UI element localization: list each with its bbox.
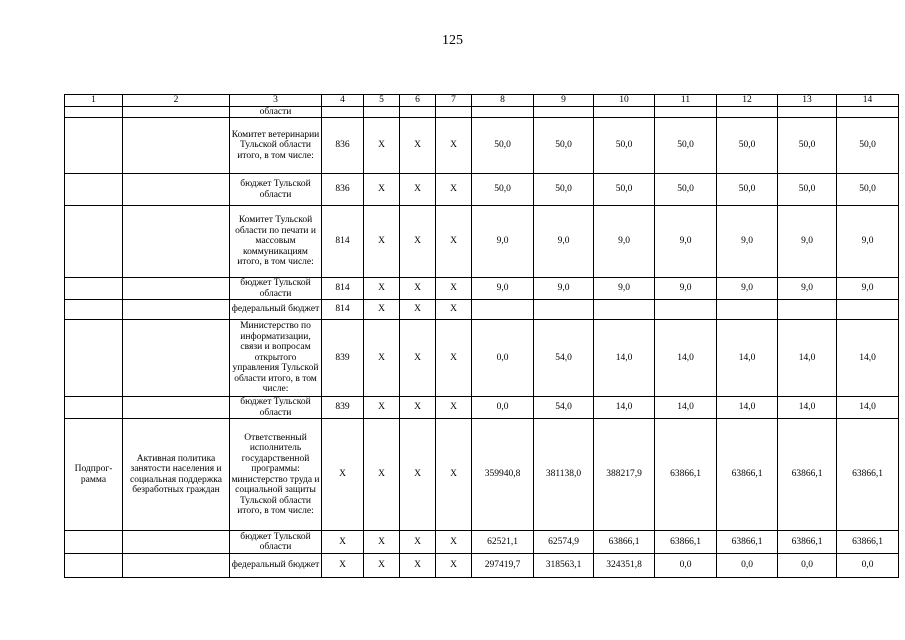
row-value-14: 9,0	[837, 278, 899, 300]
header-col-2: 2	[123, 95, 230, 107]
header-col-11: 11	[655, 95, 717, 107]
row-name: федеральный бюджет	[230, 300, 322, 320]
cell-col-1	[65, 106, 123, 118]
row-mark-7: X	[436, 320, 472, 397]
row-mark-5: X	[364, 419, 400, 531]
table-row	[65, 174, 899, 206]
row-code: 814	[322, 206, 364, 278]
table-row	[65, 206, 899, 278]
row-value-12: 9,0	[717, 206, 778, 278]
row-code: 814	[322, 300, 364, 320]
row-mark-7: X	[436, 419, 472, 531]
row-mark-7: X	[436, 397, 472, 419]
row-mark-6: X	[400, 531, 436, 554]
row-mark-5: X	[364, 554, 400, 578]
row-mark-6: X	[400, 174, 436, 206]
row-value-11: 0,0	[655, 554, 717, 578]
row-value-13: 63866,1	[778, 419, 837, 531]
row-name: Ответственный исполнитель государственной программы: министерство труда и социальной защиты Тульской области итого, в том числе:	[230, 419, 322, 531]
row-value-9: 318563,1	[534, 554, 594, 578]
cell-col-8	[472, 106, 534, 118]
header-col-13: 13	[778, 95, 837, 107]
row-value-10	[594, 300, 655, 320]
row-value-9: 9,0	[534, 278, 594, 300]
row-value-8	[472, 300, 534, 320]
row-mark-6: X	[400, 206, 436, 278]
cell-col-12	[717, 106, 778, 118]
row-mark-7: X	[436, 300, 472, 320]
row-value-11: 9,0	[655, 206, 717, 278]
row-value-11: 9,0	[655, 278, 717, 300]
row-mark-5: X	[364, 278, 400, 300]
row-code: X	[322, 531, 364, 554]
row-code: 814	[322, 278, 364, 300]
table-row	[65, 118, 899, 174]
row-mark-7: X	[436, 554, 472, 578]
row-value-9: 381138,0	[534, 419, 594, 531]
row-name: бюджет Тульской области	[230, 397, 322, 419]
row-value-14: 0,0	[837, 554, 899, 578]
row-mark-5: X	[364, 118, 400, 174]
row-mark-5: X	[364, 320, 400, 397]
cell-col-4	[322, 106, 364, 118]
row-mark-6: X	[400, 278, 436, 300]
row-value-13	[778, 300, 837, 320]
row-value-13: 50,0	[778, 174, 837, 206]
row-value-10: 9,0	[594, 278, 655, 300]
continuation-text: области	[230, 106, 322, 118]
cell-col-2	[123, 397, 230, 419]
row-value-8: 50,0	[472, 174, 534, 206]
row-mark-5: X	[364, 174, 400, 206]
row-mark-6: X	[400, 397, 436, 419]
row-value-10: 14,0	[594, 320, 655, 397]
row-value-9: 62574,9	[534, 531, 594, 554]
row-value-12: 14,0	[717, 397, 778, 419]
table-row	[65, 300, 899, 320]
row-mark-6: X	[400, 320, 436, 397]
cell-col-1	[65, 278, 123, 300]
row-value-14: 14,0	[837, 397, 899, 419]
row-value-14: 50,0	[837, 118, 899, 174]
row-value-8: 50,0	[472, 118, 534, 174]
cell-col-13	[778, 106, 837, 118]
cell-col-1	[65, 118, 123, 174]
row-value-11: 50,0	[655, 118, 717, 174]
row-value-10: 50,0	[594, 118, 655, 174]
header-col-1: 1	[65, 95, 123, 107]
table-body	[65, 95, 899, 578]
row-value-14: 9,0	[837, 206, 899, 278]
cell-col-1	[65, 397, 123, 419]
header-col-3: 3	[230, 95, 322, 107]
cell-col-2	[123, 206, 230, 278]
cell-col-10	[594, 106, 655, 118]
row-name: бюджет Тульской области	[230, 531, 322, 554]
row-value-10: 14,0	[594, 397, 655, 419]
row-value-12: 9,0	[717, 278, 778, 300]
row-value-13: 9,0	[778, 206, 837, 278]
row-value-12: 63866,1	[717, 531, 778, 554]
row-code: 839	[322, 320, 364, 397]
row-value-13: 14,0	[778, 397, 837, 419]
row-name: Министерство по информатизации, связи и вопросам открытого управления Тульской области итого, в том числе:	[230, 320, 322, 397]
header-col-12: 12	[717, 95, 778, 107]
row-value-8: 62521,1	[472, 531, 534, 554]
header-col-8: 8	[472, 95, 534, 107]
row-value-8: 9,0	[472, 206, 534, 278]
subprogram-row	[65, 531, 899, 554]
header-col-4: 4	[322, 95, 364, 107]
row-value-13: 0,0	[778, 554, 837, 578]
row-mark-7: X	[436, 118, 472, 174]
row-value-12: 0,0	[717, 554, 778, 578]
row-value-9: 54,0	[534, 397, 594, 419]
table-row	[65, 397, 899, 419]
row-value-13: 9,0	[778, 278, 837, 300]
row-name: бюджет Тульской области	[230, 174, 322, 206]
row-value-10: 9,0	[594, 206, 655, 278]
subprogram-title: Активная политика занятости населения и социальная поддержка безработных граждан	[123, 419, 230, 531]
row-value-9: 9,0	[534, 206, 594, 278]
row-code: 839	[322, 397, 364, 419]
subprogram-row	[65, 419, 899, 531]
table-row	[65, 320, 899, 397]
row-value-13: 63866,1	[778, 531, 837, 554]
row-code: X	[322, 419, 364, 531]
row-value-8: 359940,8	[472, 419, 534, 531]
row-value-14	[837, 300, 899, 320]
cell-col-1	[65, 300, 123, 320]
header-col-5: 5	[364, 95, 400, 107]
row-mark-5: X	[364, 206, 400, 278]
row-value-12: 63866,1	[717, 419, 778, 531]
row-value-9: 54,0	[534, 320, 594, 397]
cell-col-7	[436, 106, 472, 118]
row-name: Комитет Тульской области по печати и массовым коммуникациям итого, в том числе:	[230, 206, 322, 278]
row-value-14: 63866,1	[837, 531, 899, 554]
cell-col-2	[123, 320, 230, 397]
row-value-8: 0,0	[472, 397, 534, 419]
row-mark-7: X	[436, 206, 472, 278]
row-value-13: 14,0	[778, 320, 837, 397]
row-value-11: 14,0	[655, 320, 717, 397]
cell-col-6	[400, 106, 436, 118]
cell-col-1	[65, 554, 123, 578]
row-value-9	[534, 300, 594, 320]
cell-col-11	[655, 106, 717, 118]
row-mark-5: X	[364, 300, 400, 320]
cell-col-1	[65, 320, 123, 397]
header-col-9: 9	[534, 95, 594, 107]
row-code: 836	[322, 174, 364, 206]
row-value-8: 9,0	[472, 278, 534, 300]
row-value-9: 50,0	[534, 174, 594, 206]
row-value-12	[717, 300, 778, 320]
cell-col-2	[123, 174, 230, 206]
row-code: 836	[322, 118, 364, 174]
table-row	[65, 278, 899, 300]
row-value-12: 50,0	[717, 174, 778, 206]
row-value-14: 50,0	[837, 174, 899, 206]
row-value-14: 63866,1	[837, 419, 899, 531]
cell-col-14	[837, 106, 899, 118]
row-value-13: 50,0	[778, 118, 837, 174]
cell-col-2	[123, 531, 230, 554]
row-value-11	[655, 300, 717, 320]
header-col-10: 10	[594, 95, 655, 107]
row-value-9: 50,0	[534, 118, 594, 174]
cell-col-9	[534, 106, 594, 118]
cell-col-2	[123, 554, 230, 578]
row-code: X	[322, 554, 364, 578]
row-value-8: 0,0	[472, 320, 534, 397]
continuation-row	[65, 106, 899, 118]
subprogram-row	[65, 554, 899, 578]
subprogram-label: Подпрог-рамма	[65, 419, 123, 531]
row-value-10: 63866,1	[594, 531, 655, 554]
row-mark-6: X	[400, 419, 436, 531]
row-name: бюджет Тульской области	[230, 278, 322, 300]
row-mark-7: X	[436, 174, 472, 206]
row-mark-6: X	[400, 118, 436, 174]
header-col-6: 6	[400, 95, 436, 107]
row-mark-6: X	[400, 554, 436, 578]
row-value-11: 50,0	[655, 174, 717, 206]
row-value-14: 14,0	[837, 320, 899, 397]
header-col-7: 7	[436, 95, 472, 107]
page-number: 125	[442, 33, 463, 48]
row-value-8: 297419,7	[472, 554, 534, 578]
row-name: Комитет ветеринарии Тульской области итого, в том числе:	[230, 118, 322, 174]
row-value-12: 14,0	[717, 320, 778, 397]
cell-col-2	[123, 278, 230, 300]
budget-table	[64, 94, 899, 578]
cell-col-1	[65, 531, 123, 554]
cell-col-2	[123, 300, 230, 320]
row-value-11: 63866,1	[655, 531, 717, 554]
header-col-14: 14	[837, 95, 899, 107]
cell-col-2	[123, 106, 230, 118]
header-row	[65, 95, 899, 107]
row-mark-7: X	[436, 531, 472, 554]
cell-col-5	[364, 106, 400, 118]
row-mark-7: X	[436, 278, 472, 300]
row-value-11: 63866,1	[655, 419, 717, 531]
row-name: федеральный бюджет	[230, 554, 322, 578]
row-value-12: 50,0	[717, 118, 778, 174]
cell-col-1	[65, 174, 123, 206]
row-value-10: 388217,9	[594, 419, 655, 531]
row-value-11: 14,0	[655, 397, 717, 419]
row-mark-5: X	[364, 531, 400, 554]
row-mark-6: X	[400, 300, 436, 320]
cell-col-1	[65, 206, 123, 278]
row-value-10: 324351,8	[594, 554, 655, 578]
cell-col-2	[123, 118, 230, 174]
row-mark-5: X	[364, 397, 400, 419]
row-value-10: 50,0	[594, 174, 655, 206]
